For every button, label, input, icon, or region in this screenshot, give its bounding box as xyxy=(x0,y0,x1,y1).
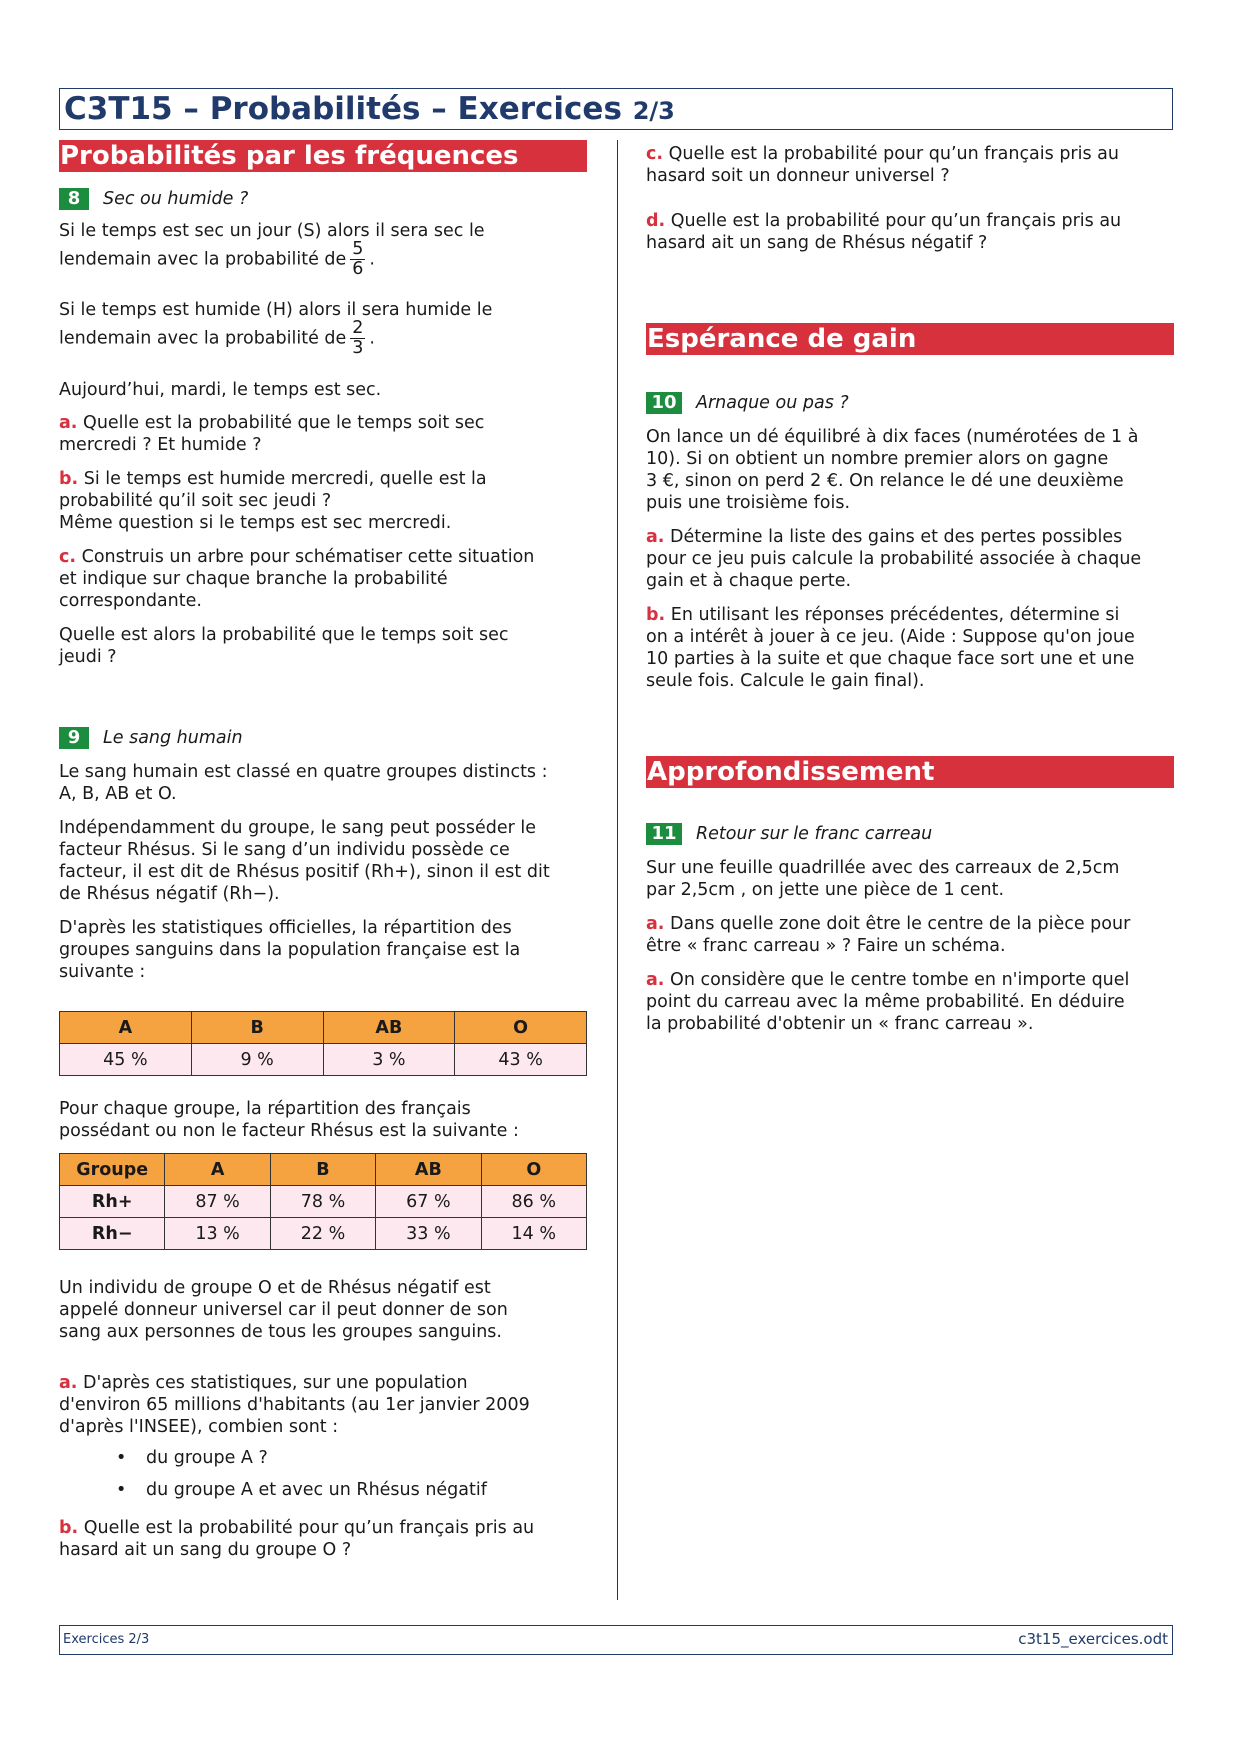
question-label: c. xyxy=(646,144,664,164)
text-line: point du carreau avec la même probabilité. En déduire xyxy=(646,992,1125,1012)
title-page: 2/3 xyxy=(632,97,675,125)
text-line: être « franc carreau » ? Faire un schéma. xyxy=(646,936,1006,956)
text-line: facteur, il est dit de Rhésus positif (Rh+), sinon il est dit xyxy=(59,862,550,882)
question-11a-second xyxy=(646,969,1174,1035)
column-separator xyxy=(617,140,618,1600)
table-header: AB xyxy=(376,1154,481,1186)
table-row-label: Rh− xyxy=(60,1218,165,1250)
question-9b xyxy=(59,1517,587,1561)
text-line: par 2,5cm , on jette une pièce de 1 cent. xyxy=(646,880,1005,900)
rhesus-table xyxy=(59,1153,587,1250)
exercise-header xyxy=(59,727,587,749)
text-line: Quelle est alors la probabilité que le temps soit sec xyxy=(59,625,509,645)
table-cell: 22 % xyxy=(270,1218,375,1250)
question-10b xyxy=(646,604,1174,692)
text-line: de Rhésus négatif (Rh−). xyxy=(59,884,280,904)
table-header: O xyxy=(455,1012,587,1044)
text-end: . xyxy=(369,249,375,270)
text-end: . xyxy=(369,328,375,349)
text-line: seule fois. Calcule le gain final). xyxy=(646,671,925,691)
text-line: puis une troisième fois. xyxy=(646,493,851,513)
text-line: Quelle est la probabilité que le temps soit sec xyxy=(83,413,485,433)
text-line: Si le temps est sec un jour (S) alors il sera sec le xyxy=(59,221,485,241)
section-heading-frequences: Probabilités par les fréquences xyxy=(59,140,587,172)
exercise-8 xyxy=(59,188,587,210)
title-text: C3T15 – Probabilités – Exercices xyxy=(64,91,622,127)
exercise-header xyxy=(59,188,587,210)
table-header-row xyxy=(60,1012,587,1044)
question-label: b. xyxy=(646,605,666,625)
table-row xyxy=(60,1044,587,1076)
text-line: d'environ 65 millions d'habitants (au 1er janvier 2009 xyxy=(59,1395,530,1415)
text-line: Quelle est la probabilité pour qu’un français pris au xyxy=(668,144,1119,164)
text-line: D'après ces statistiques, sur une population xyxy=(83,1373,468,1393)
text-line: pour ce jeu puis calcule la probabilité associée à chaque xyxy=(646,549,1142,569)
list-item xyxy=(59,1479,587,1501)
text-line: on a intérêt à jouer à ce jeu. (Aide : Suppose qu'on joue xyxy=(646,627,1135,647)
text-line: possédant ou non le facteur Rhésus est la suivante : xyxy=(59,1121,519,1141)
text-line: Dans quelle zone doit être le centre de la pièce pour xyxy=(670,914,1131,934)
fraction-denominator: 6 xyxy=(352,259,364,279)
question-label: a. xyxy=(59,1373,78,1393)
question-11a xyxy=(646,913,1174,957)
text-line: Détermine la liste des gains et des pertes possibles xyxy=(670,527,1123,547)
table-header-row xyxy=(60,1154,587,1186)
table-cell: 33 % xyxy=(376,1218,481,1250)
text-line: correspondante. xyxy=(59,591,202,611)
question-9d xyxy=(646,210,1174,254)
text-line: Quelle est la probabilité pour qu’un français pris au xyxy=(670,211,1122,231)
text-line: Quelle est la probabilité pour qu’un français pris au xyxy=(83,1518,535,1538)
text-line: jeudi ? xyxy=(59,647,117,667)
text-line: lendemain avec la probabilité de xyxy=(59,328,347,349)
question-label: b. xyxy=(59,469,79,489)
text-line: groupes sanguins dans la population française est la xyxy=(59,940,521,960)
footer-left-text: Exercices 2/3 xyxy=(63,1632,150,1647)
table-cell: 13 % xyxy=(165,1218,270,1250)
table-cell: 67 % xyxy=(376,1186,481,1218)
bullet: • xyxy=(116,1448,127,1468)
exercise-title: Retour sur le franc carreau xyxy=(696,824,933,844)
question-8b xyxy=(59,468,587,534)
text-line: On lance un dé équilibré à dix faces (numérotées de 1 à xyxy=(646,427,1139,447)
exercise-title: Arnaque ou pas ? xyxy=(696,393,849,413)
text-line: Pour chaque groupe, la répartition des français xyxy=(59,1099,471,1119)
table-cell: 87 % xyxy=(165,1186,270,1218)
text-line: lendemain avec la probabilité de xyxy=(59,249,347,270)
table-cell: 43 % xyxy=(455,1044,587,1076)
text-line: 3 €, sinon on perd 2 €. On relance le dé une deuxième xyxy=(646,471,1124,491)
fraction xyxy=(350,319,365,358)
question-9c xyxy=(646,143,1174,187)
question-label: a. xyxy=(646,970,665,990)
question-9a xyxy=(59,1372,587,1438)
question-label: a. xyxy=(646,527,665,547)
exercise-number: 10 xyxy=(646,392,682,414)
text-line: Indépendamment du groupe, le sang peut posséder le xyxy=(59,818,537,838)
table-row xyxy=(60,1186,587,1218)
text-line: hasard ait un sang du groupe O ? xyxy=(59,1540,352,1560)
list-item-text: du groupe A et avec un Rhésus négatif xyxy=(146,1480,487,1500)
table-cell: 86 % xyxy=(481,1186,586,1218)
fraction-denominator: 3 xyxy=(352,338,364,358)
exercise-11 xyxy=(646,823,1174,845)
text-line: Sur une feuille quadrillée avec des carreaux de 2,5cm xyxy=(646,858,1120,878)
text-line: la probabilité d'obtenir un « franc carreau ». xyxy=(646,1014,1034,1034)
text-line: Si le temps est humide (H) alors il sera humide le xyxy=(59,300,493,320)
list-item-text: du groupe A ? xyxy=(146,1448,268,1468)
bullet: • xyxy=(116,1480,127,1500)
exercise-header xyxy=(646,392,1174,414)
table-cell: 3 % xyxy=(323,1044,455,1076)
table-header: A xyxy=(60,1012,192,1044)
text-line: A, B, AB et O. xyxy=(59,784,177,804)
blood-group-table xyxy=(59,1011,587,1076)
table-row xyxy=(60,1218,587,1250)
exercise-number: 8 xyxy=(59,188,89,210)
table-header: B xyxy=(191,1012,323,1044)
exercise-9 xyxy=(59,727,587,749)
exercise-10 xyxy=(646,392,1174,414)
text-line: hasard ait un sang de Rhésus négatif ? xyxy=(646,233,988,253)
text-line: d'après l'INSEE), combien sont : xyxy=(59,1417,339,1437)
text-line: probabilité qu’il soit sec jeudi ? xyxy=(59,491,332,511)
fraction-numerator: 2 xyxy=(352,318,364,338)
table-header: A xyxy=(165,1154,270,1186)
exercise-number: 9 xyxy=(59,727,89,749)
table-header: B xyxy=(270,1154,375,1186)
bullet-list xyxy=(59,1447,587,1501)
text-line: 10 parties à la suite et que chaque face sort une et une xyxy=(646,649,1135,669)
text-line: D'après les statistiques officielles, la répartition des xyxy=(59,918,512,938)
text-line: Si le temps est humide mercredi, quelle est la xyxy=(83,469,487,489)
text-line: Un individu de groupe O et de Rhésus négatif est xyxy=(59,1278,491,1298)
question-label: c. xyxy=(59,547,77,567)
question-8a xyxy=(59,412,587,456)
text-line: 10). Si on obtient un nombre premier alors on gagne xyxy=(646,449,1109,469)
question-10a xyxy=(646,526,1174,592)
fraction-numerator: 5 xyxy=(352,239,364,259)
list-item xyxy=(59,1447,587,1469)
table-header: O xyxy=(481,1154,586,1186)
question-label: a. xyxy=(59,413,78,433)
text-line: sang aux personnes de tous les groupes sanguins. xyxy=(59,1322,502,1342)
table-row-label: Rh+ xyxy=(60,1186,165,1218)
exercise-number: 11 xyxy=(646,823,682,845)
text-line: gain et à chaque perte. xyxy=(646,571,852,591)
page-title xyxy=(64,89,675,131)
text-line: Le sang humain est classé en quatre groupes distincts : xyxy=(59,762,548,782)
page-footer xyxy=(59,1625,1173,1655)
question-8c xyxy=(59,546,587,612)
footer-filename: c3t15_exercices.odt xyxy=(1018,1630,1168,1648)
text-line: On considère que le centre tombe en n'importe quel xyxy=(670,970,1130,990)
exercise-header xyxy=(646,823,1174,845)
question-label: d. xyxy=(646,211,666,231)
text-line: appelé donneur universel car il peut donner de son xyxy=(59,1300,508,1320)
table-header: Groupe xyxy=(60,1154,165,1186)
title-box xyxy=(59,88,1173,130)
text-line: facteur Rhésus. Si le sang d’un individu possède ce xyxy=(59,840,510,860)
table-cell: 14 % xyxy=(481,1218,586,1250)
text-line: hasard soit un donneur universel ? xyxy=(646,166,950,186)
text-line: En utilisant les réponses précédentes, détermine si xyxy=(670,605,1120,625)
table-cell: 78 % xyxy=(270,1186,375,1218)
table-cell: 45 % xyxy=(60,1044,192,1076)
exercise-title: Le sang humain xyxy=(103,728,243,748)
text-line: suivante : xyxy=(59,962,146,982)
text-line: et indique sur chaque branche la probabilité xyxy=(59,569,448,589)
section-heading-approfondissement: Approfondissement xyxy=(646,756,1174,788)
table-header: AB xyxy=(323,1012,455,1044)
section-heading-esperance: Espérance de gain xyxy=(646,323,1174,355)
text-line: Construis un arbre pour schématiser cette situation xyxy=(81,547,535,567)
question-label: b. xyxy=(59,1518,79,1538)
table-cell: 9 % xyxy=(191,1044,323,1076)
text-line: Aujourd’hui, mardi, le temps est sec. xyxy=(59,380,382,400)
fraction xyxy=(350,240,365,279)
question-label: a. xyxy=(646,914,665,934)
text-line: mercredi ? Et humide ? xyxy=(59,435,262,455)
exercise-title: Sec ou humide ? xyxy=(103,189,249,209)
text-line: Même question si le temps est sec mercredi. xyxy=(59,513,452,533)
